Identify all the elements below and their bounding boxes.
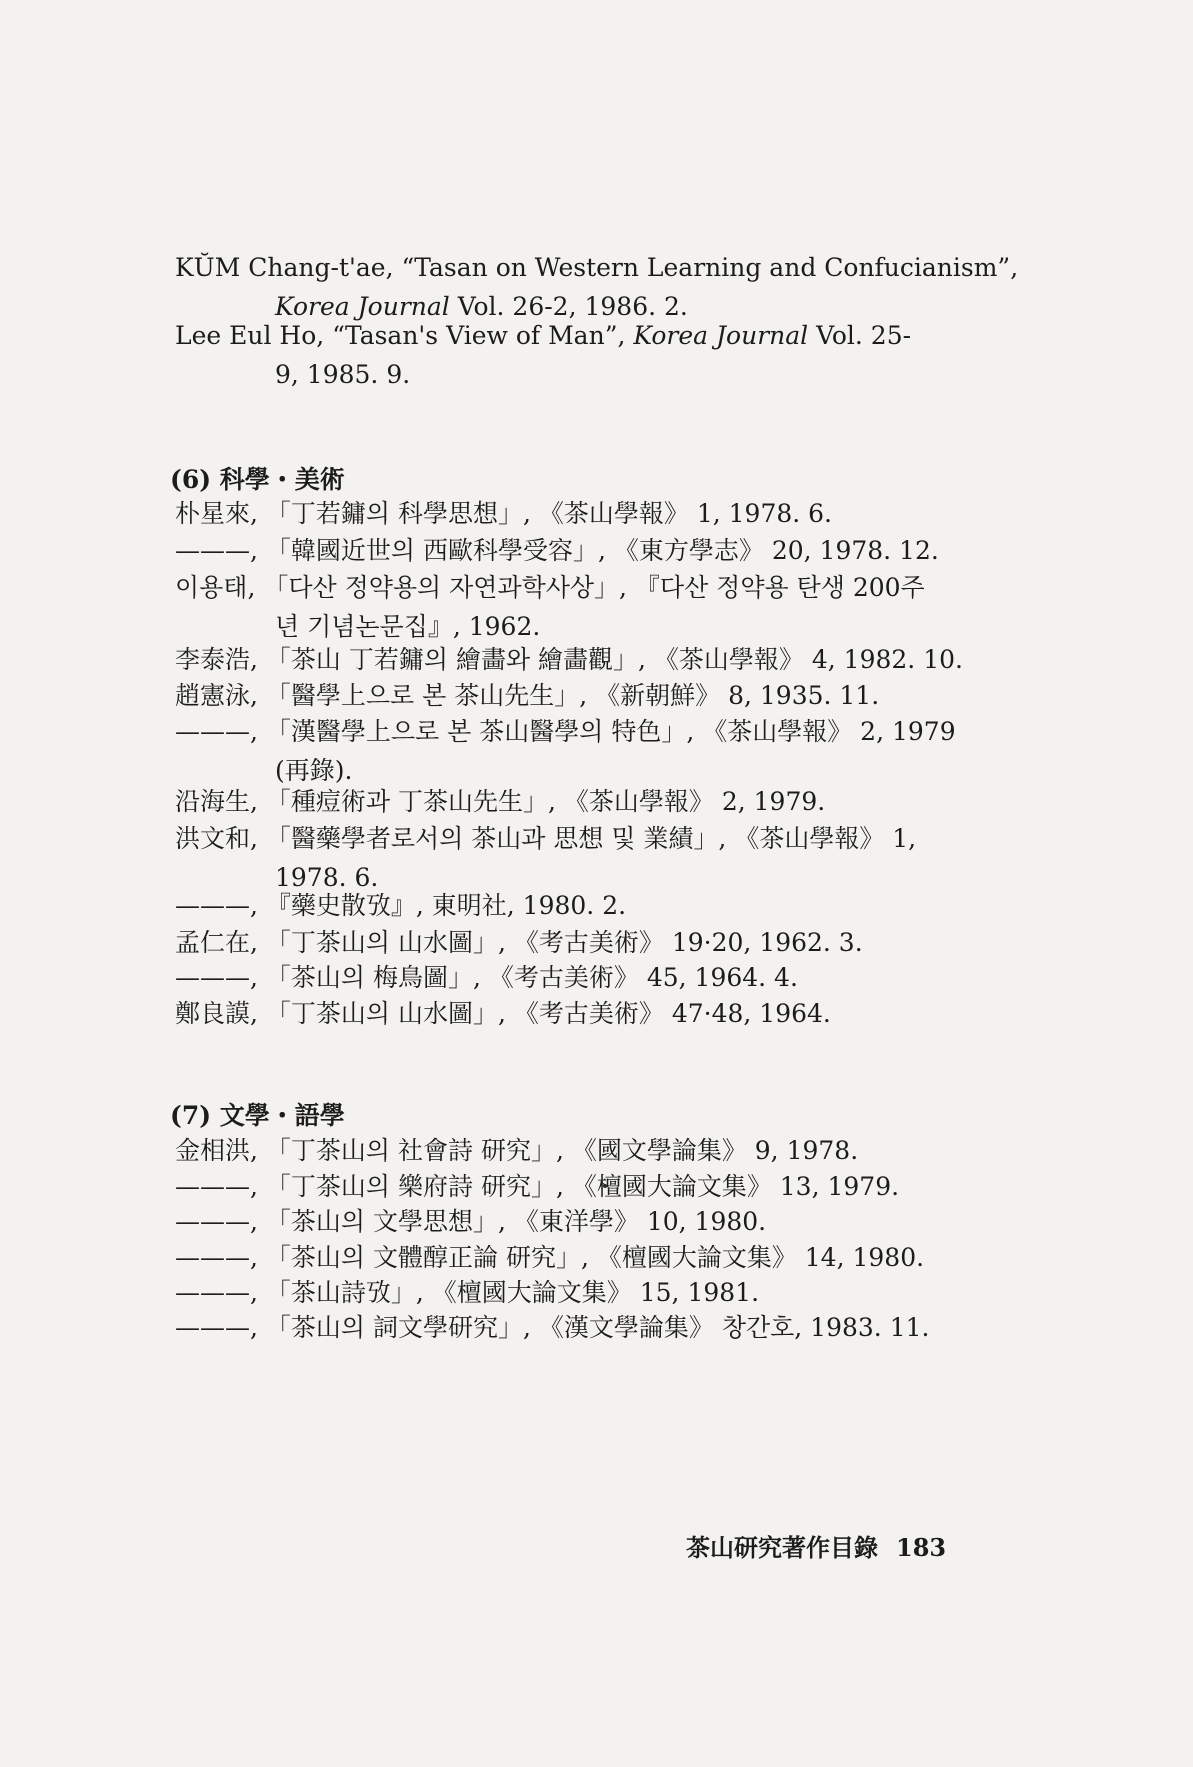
section-heading: (7) 文學・語學 xyxy=(170,1101,345,1130)
bibliography-entry: 鄭良謨, 「丁茶山의 山水圖」, 《考古美術》 47·48, 1964. xyxy=(175,999,831,1028)
bibliography-entry: ———, 『藥史散攷』, 東明社, 1980. 2. xyxy=(175,891,627,920)
bibliography-entry: 朴星來, 「丁若鏞의 科學思想」, 《茶山學報》 1, 1978. 6. xyxy=(175,499,833,528)
bibliography-entry: ———, 「丁茶山의 樂府詩 研究」, 《檀國大論文集》 13, 1979. xyxy=(175,1172,900,1201)
journal-title: Korea Journal xyxy=(633,321,809,350)
bibliography-entry: 洪文和, 「醫藥學者로서의 茶山과 思想 및 業績」, 《茶山學報》 1, 1978. 6. xyxy=(175,819,965,897)
bibliography-entry xyxy=(175,316,965,394)
entry-continuation: 9, 1985. 9. xyxy=(275,360,411,389)
entry-continuation: 년 기념논문집』, 1962. xyxy=(275,612,541,641)
entry-line: Lee Eul Ho, “Tasan's View of Man”, Korea Journal Vol. 25- xyxy=(175,321,912,350)
bibliography-entry: 趙憲泳, 「醫學上으로 본 茶山先生」, 《新朝鮮》 8, 1935. 11. xyxy=(175,681,880,710)
section-heading: (6) 科學・美術 xyxy=(170,465,345,494)
bibliography-entry: ———, 「茶山의 詞文學研究」, 《漢文學論集》 창간호, 1983. 11. xyxy=(175,1313,930,1342)
bibliography-entry: 李泰浩, 「茶山 丁若鏞의 繪畵와 繪畵觀」, 《茶山學報》 4, 1982. 10. xyxy=(175,645,963,674)
bibliography-entry xyxy=(175,248,1019,326)
page-number: 183 xyxy=(896,1533,947,1562)
bibliography-entry: ———, 「韓國近世의 西歐科學受容」, 《東方學志》 20, 1978. 12. xyxy=(175,536,939,565)
bibliography-entry: 沿海生, 「種痘術과 丁茶山先生」, 《茶山學報》 2, 1979. xyxy=(175,787,826,816)
bibliography-entry: ———, 「茶山의 文體醇正論 研究」, 《檀國大論文集》 14, 1980. xyxy=(175,1243,925,1272)
bibliography-entry: 孟仁在, 「丁茶山의 山水圖」, 《考古美術》 19·20, 1962. 3. xyxy=(175,928,863,957)
running-footer xyxy=(686,1528,946,1563)
entry-continuation: (再錄). xyxy=(275,756,353,785)
entry-line: KŬM Chang-t'ae, “Tasan on Western Learning and Confucianism”, xyxy=(175,253,1019,282)
bibliography-entry: 이용태, 「다산 정약용의 자연과학사상」, 『다산 정약용 탄생 200주 년 기념논문집』, 1962. xyxy=(175,568,965,646)
journal-title: Korea Journal xyxy=(275,292,450,321)
bibliography-entry: ———, 「漢醫學上으로 본 茶山醫學의 特色」, 《茶山學報》 2, 1979 (再錄). xyxy=(175,712,965,790)
bibliography-entry: ———, 「茶山의 梅鳥圖」, 《考古美術》 45, 1964. 4. xyxy=(175,963,798,992)
bibliography-entry: ———, 「茶山詩攷」, 《檀國大論文集》 15, 1981. xyxy=(175,1278,760,1307)
entry-continuation: 1978. 6. xyxy=(275,863,379,892)
bibliography-entry: ———, 「茶山의 文學思想」, 《東洋學》 10, 1980. xyxy=(175,1207,767,1236)
entry-continuation: Korea Journal Vol. 26-2, 1986. 2. xyxy=(275,292,688,321)
footer-title: 茶山研究著作目錄 xyxy=(686,1533,878,1562)
bibliography-entry: 金相洪, 「丁茶山의 社會詩 研究」, 《國文學論集》 9, 1978. xyxy=(175,1136,859,1165)
